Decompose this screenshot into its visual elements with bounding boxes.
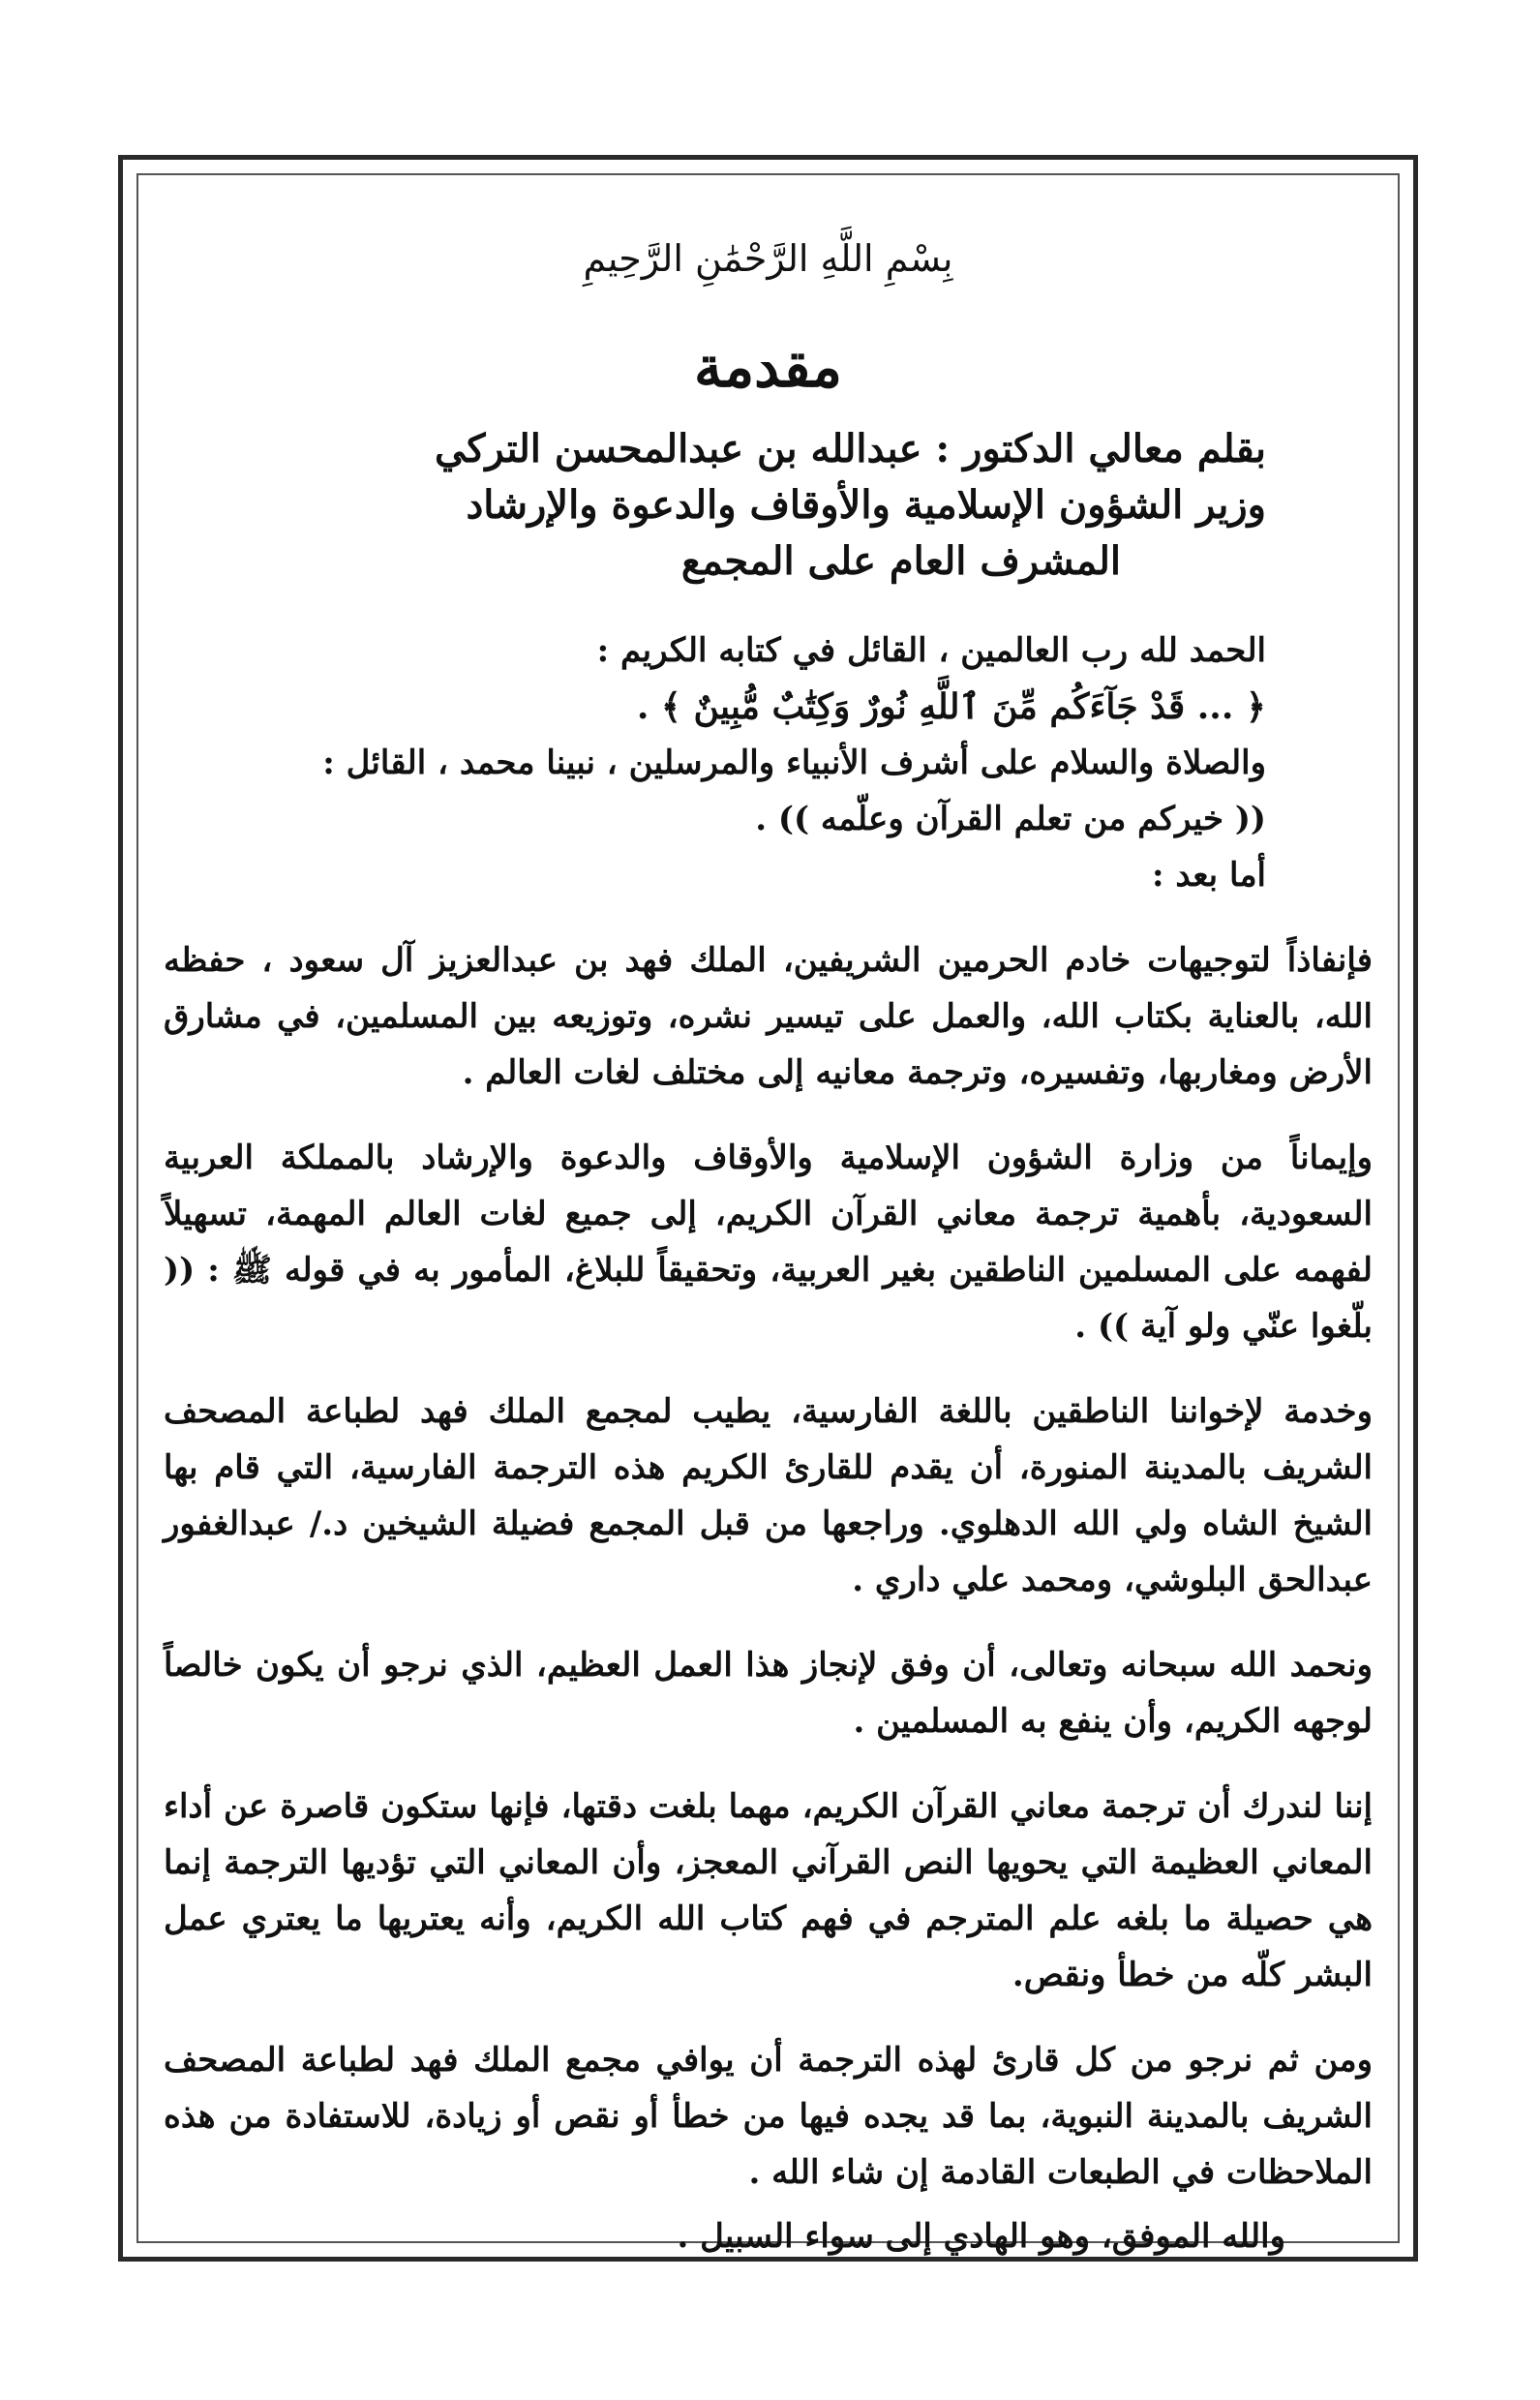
paragraph-2: وإيماناً من وزارة الشؤون الإسلامية والأوقاف والدعوة والإرشاد بالمملكة العربية السعودية، بأهمية ترجمة معاني القرآن الكريم، إلى جميع لغات العالم المهمة، تسهيلاً لفهمه على المسلمين الناطقين بغير العربية، وتحقيقاً للبلاغ، المأمور به في قوله ﷺ : (( بلّغوا عنّي ولو آية )) .: [164, 1139, 1373, 1346]
closing-line: والله الموفق، وهو الهادي إلى سواء السبيل .: [677, 2217, 1285, 2256]
basmala: بِسْمِ اللَّهِ الرَّحْمَٰنِ الرَّحِيمِ: [583, 237, 953, 280]
hadith-quote: (( خيركم من تعلم القرآن وعلّمه )) .: [755, 800, 1266, 838]
amma-baad: أما بعد :: [1152, 856, 1266, 895]
author-line-1: بقلم معالي الدكتور : عبدالله بن عبدالمحسن التركي: [435, 426, 1266, 471]
author-line-3: المشرف العام على المجمع: [680, 538, 1121, 584]
page-frame-outer: [118, 155, 1418, 2262]
paragraph-4: ونحمد الله سبحانه وتعالى، أن وفق لإنجاز هذا العمل العظيم، الذي نرجو أن يكون خالصاً لوجهه الكريم، وأن ينفع به المسلمين .: [164, 1646, 1373, 1741]
author-line-2: وزير الشؤون الإسلامية والأوقاف والدعوة والإرشاد: [466, 482, 1266, 528]
document-page: [164, 198, 1373, 2256]
paragraph-5: إننا لندرك أن ترجمة معاني القرآن الكريم، مهما بلغت دقتها، فإنها ستكون قاصرة عن أداء المعاني العظيمة التي يحويها النص القرآني المعجز، وأن المعاني التي تؤديها الترجمة إنما هي حصيلة ما بلغه علم المترجم في فهم كتاب الله الكريم، وأنه يعتريها ما يعتري عمل البشر كلّه من خطأ ونقص.: [164, 1787, 1373, 1994]
author-block: [164, 421, 1266, 590]
quran-verse: ﴿ ... قَدْ جَآءَكُم مِّنَ ٱللَّهِ نُورٌ وَكِتَٰبٌ مُّبِينٌ ﴾ .: [636, 686, 1266, 727]
paragraph-1: فإنفاذاً لتوجيهات خادم الحرمين الشريفين، الملك فهد بن عبدالعزيز آل سعود ، حفظه الله، بالعناية بكتاب الله، والعمل على تيسير نشره، وتوزيعه بين المسلمين، في مشارق الأرض ومغاربها، وتفسيره، وترجمة معانيه إلى مختلف لغات العالم .: [164, 941, 1373, 1092]
page-title: مقدمة: [693, 334, 842, 400]
paragraph-6: ومن ثم نرجو من كل قارئ لهذه الترجمة أن يوافي مجمع الملك فهد لطباعة المصحف الشريف بالمدينة النبوية، بما قد يجده فيها من خطأ أو نقص أو زيادة، للاستفادة من هذه الملاحظات في الطبعات القادمة إن شاء الله .: [164, 2041, 1373, 2192]
paragraph-3: وخدمة لإخواننا الناطقين باللغة الفارسية، يطيب لمجمع الملك فهد لطباعة المصحف الشريف بالمدينة المنورة، أن يقدم للقارئ الكريم هذه الترجمة الفارسية، التي قام بها الشيخ الشاه ولي الله الدهلوي. وراجعها من قبل المجمع فضيلة الشيخين د./ عبدالغفور عبدالحق البلوشي، ومحمد علي داري .: [164, 1392, 1373, 1599]
opening-salat: والصلاة والسلام على أشرف الأنبياء والمرسلين ، نبينا محمد ، القائل :: [322, 744, 1266, 782]
opening-block: [164, 623, 1266, 903]
opening-praise: الحمد لله رب العالمين ، القائل في كتابه الكريم :: [596, 631, 1266, 670]
